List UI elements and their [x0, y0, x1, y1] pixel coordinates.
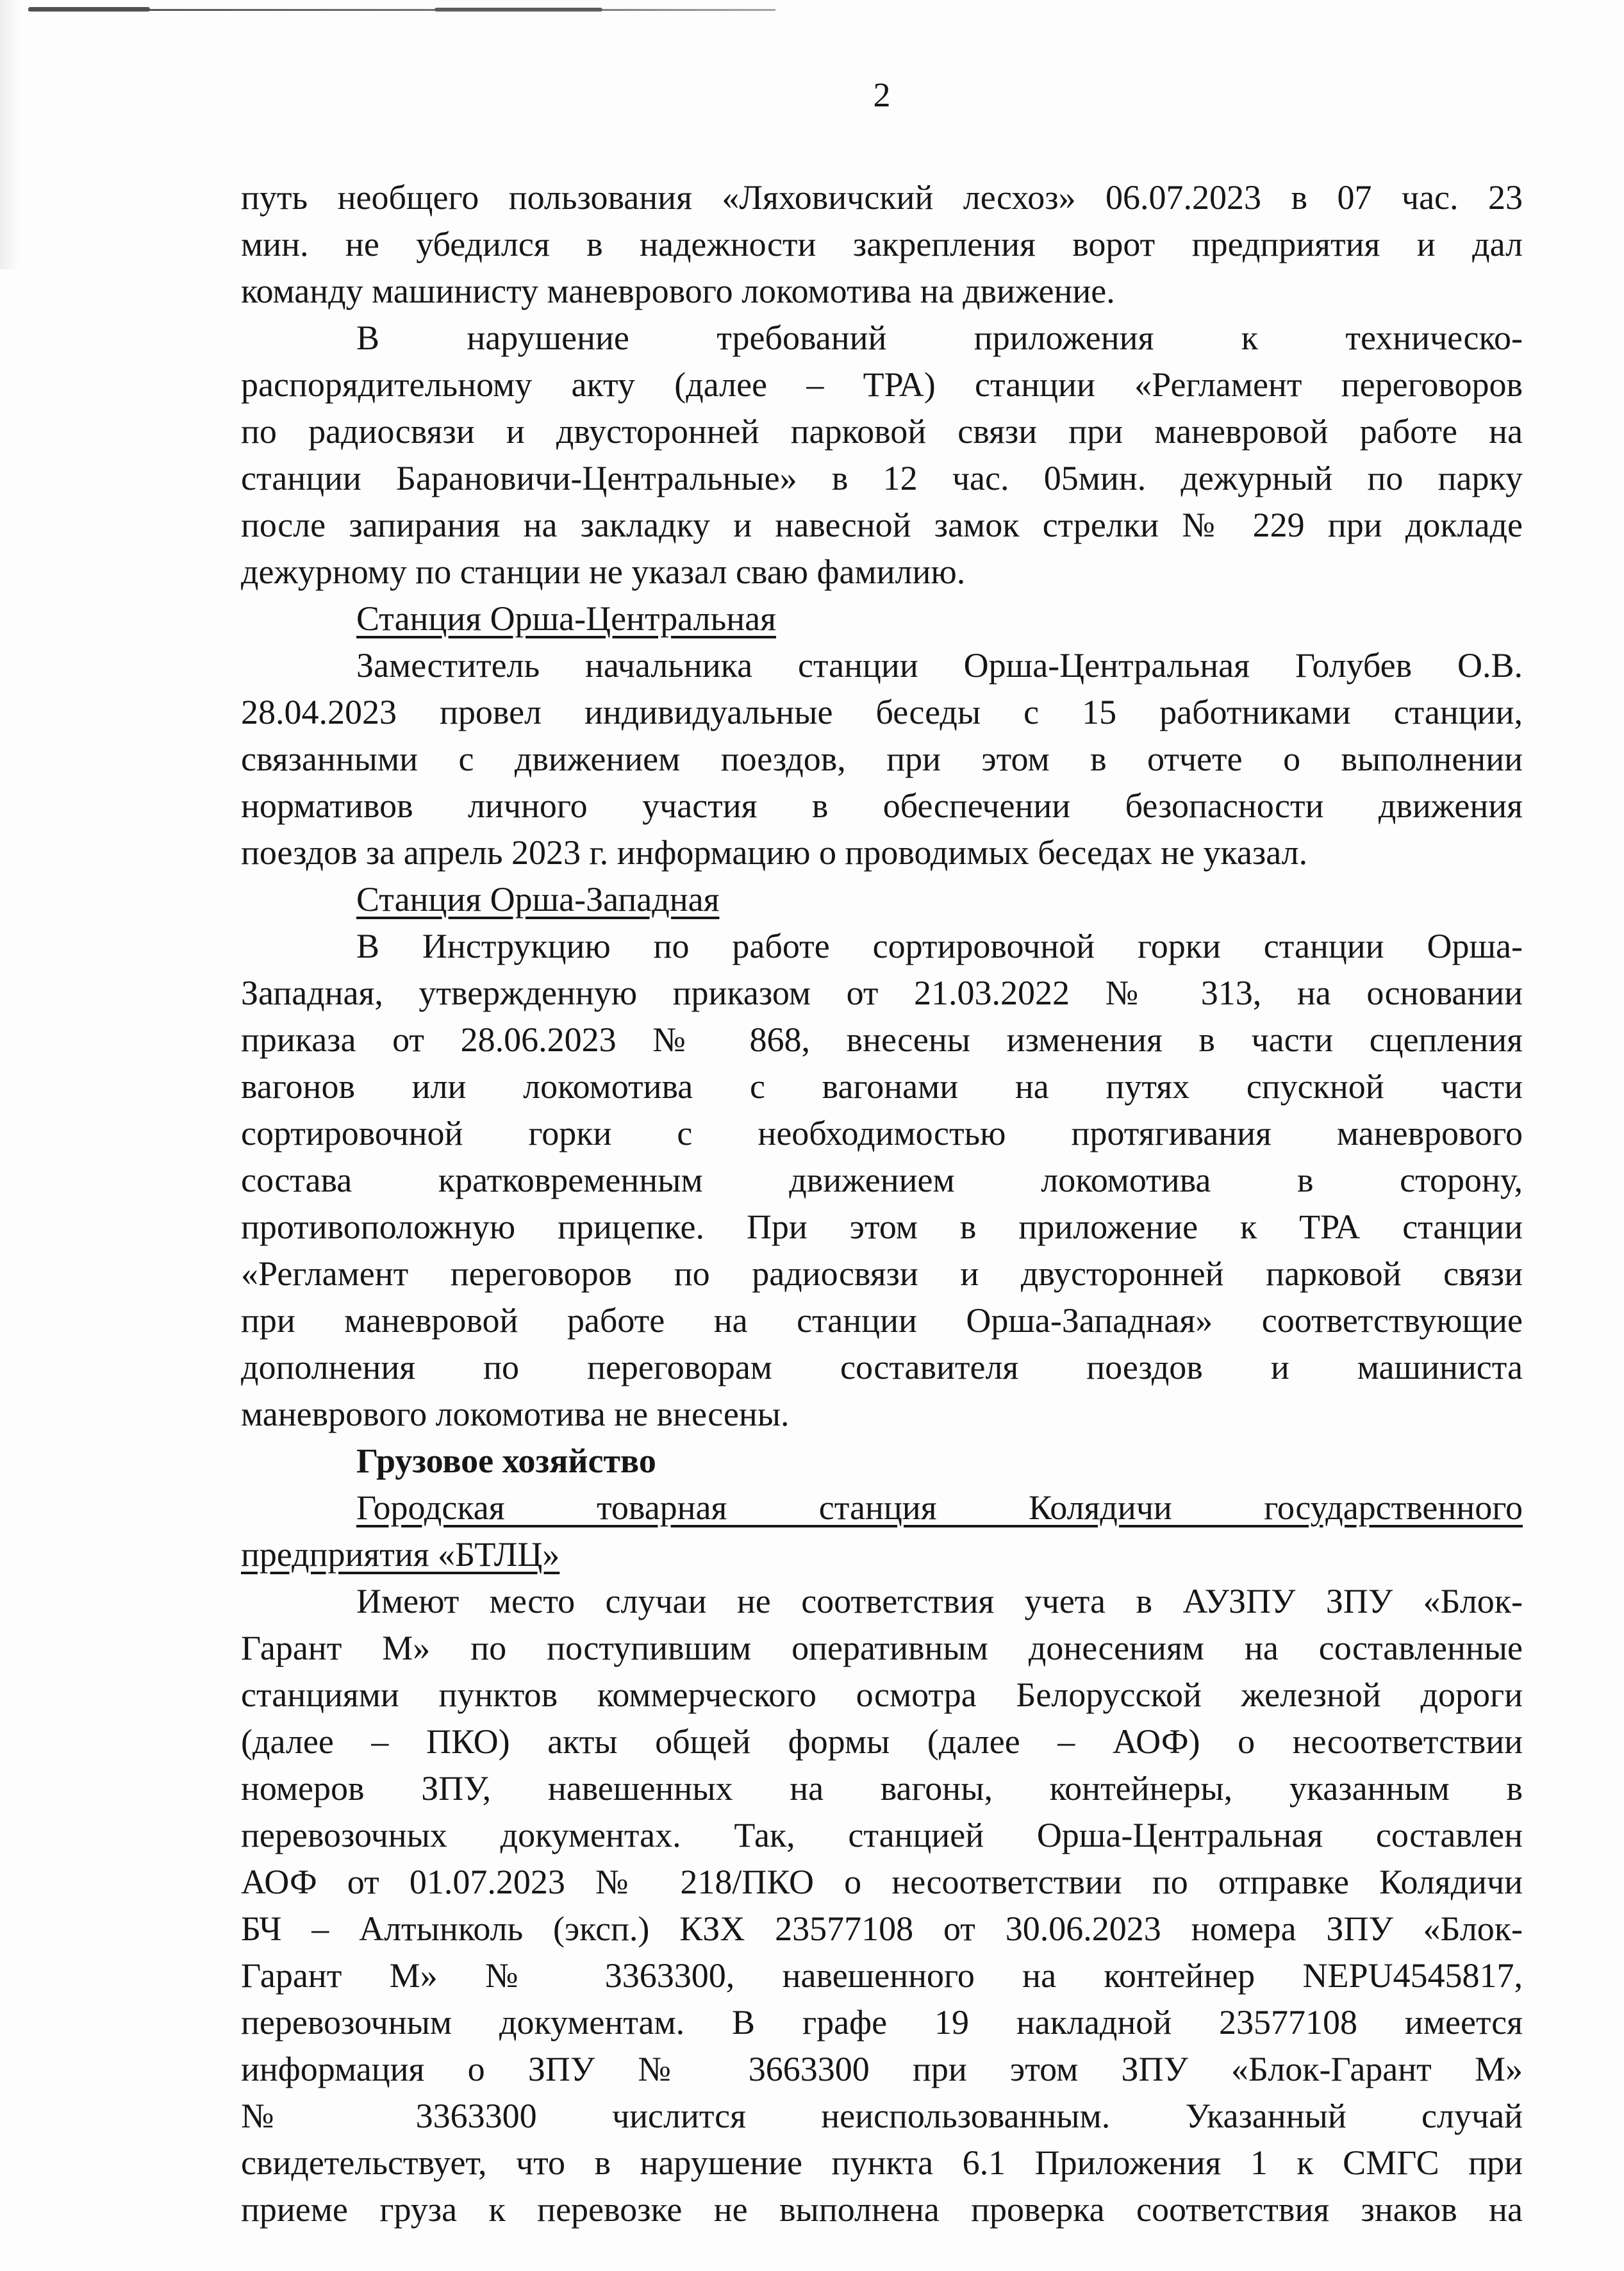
text-line: по радиосвязи и двусторонней парковой связи при маневровой работе на [241, 412, 1523, 451]
text-line: состава кратковременным движением локомотива в сторону, [241, 1161, 1523, 1199]
scan-artifact-segment [435, 8, 602, 12]
text-line: предприятия «БТЛЦ» [241, 1535, 560, 1574]
text-line: дополнения по переговорам составителя поездов и машиниста [241, 1348, 1523, 1386]
text-line: поездов за апрель 2023 г. информацию о проводимых беседах не указал. [241, 833, 1308, 872]
text-line: Гарант М» № 3363300, навешенного на контейнер NEPU4545817, [241, 1956, 1523, 1995]
paragraph [241, 642, 1523, 876]
scan-artifact-segment [28, 7, 150, 12]
text-line: перевозочных документах. Так, станцией Орша-Центральная составлен [241, 1816, 1523, 1854]
paragraph [241, 595, 1523, 642]
text-line: В Инструкцию по работе сортировочной горки станции Орша- [356, 927, 1523, 965]
paragraph [241, 174, 1523, 315]
text-line: БЧ – Алтынколь (эксп.) КЗХ 23577108 от 30.06.2023 номера ЗПУ «Блок- [241, 1909, 1523, 1948]
text-line: вагонов или локомотива с вагонами на путях спускной части [241, 1067, 1523, 1106]
paragraph [241, 876, 1523, 923]
text-line: номеров ЗПУ, навешенных на вагоны, контейнеры, указанным в [241, 1769, 1523, 1808]
text-line: № 3363300 числится неиспользованным. Указанный случай [241, 2097, 1523, 2135]
paragraph [241, 1578, 1523, 2233]
text-line: Заместитель начальника станции Орша-Центральная Голубев О.В. [356, 646, 1523, 685]
text-line: Гарант М» по поступившим оперативным донесениям на составленные [241, 1629, 1523, 1667]
text-line: (далее – ПКО) акты общей формы (далее – АОФ) о несоответствии [241, 1722, 1523, 1761]
text-line: после запирания на закладку и навесной замок стрелки № 229 при докладе [241, 506, 1523, 544]
text-line: станции Барановичи-Центральные» в 12 час. 05мин. дежурный по парку [241, 459, 1523, 497]
text-line: информация о ЗПУ № 3663300 при этом ЗПУ «Блок-Гарант М» [241, 2050, 1523, 2088]
text-line: Грузовое хозяйство [356, 1442, 656, 1480]
text-line: распорядительному акту (далее – ТРА) станции «Регламент переговоров [241, 365, 1523, 404]
text-line: связанными с движением поездов, при этом в отчете о выполнении [241, 740, 1523, 778]
text-line: станциями пунктов коммерческого осмотра Белорусской железной дороги [241, 1676, 1523, 1714]
text-line: АОФ от 01.07.2023 № 218/ПКО о несоответствии по отправке Колядичи [241, 1863, 1523, 1901]
text-line: Западная, утвержденную приказом от 21.03.2022 № 313, на основании [241, 974, 1523, 1012]
text-block [241, 174, 1523, 2233]
page-number: 2 [873, 76, 891, 114]
text-line: приказа от 28.06.2023 № 868, внесены изменения в части сцепления [241, 1020, 1523, 1059]
text-line: маневрового локомотива не внесены. [241, 1395, 790, 1433]
text-line: Станция Орша-Западная [356, 880, 720, 919]
text-line: команду машинисту маневрового локомотива на движение. [241, 272, 1115, 310]
text-line: Имеют место случаи не соответствия учета в АУЗПУ ЗПУ «Блок- [356, 1582, 1523, 1620]
text-line: дежурному по станции не указал сваю фамилию. [241, 553, 966, 591]
text-line: мин. не убедился в надежности закрепления ворот предприятия и дал [241, 225, 1523, 263]
paragraph [241, 1438, 1523, 1485]
text-line: Городская товарная станция Колядичи государственного [356, 1488, 1523, 1527]
text-line: при маневровой работе на станции Орша-Западная» соответствующие [241, 1301, 1523, 1340]
paragraph [241, 1485, 1523, 1578]
text-line: путь необщего пользования «Ляховичский лесхоз» 06.07.2023 в 07 час. 23 [241, 178, 1523, 217]
text-line: перевозочным документам. В графе 19 накладной 23577108 имеется [241, 2003, 1523, 2042]
text-line: «Регламент переговоров по радиосвязи и двусторонней парковой связи [241, 1254, 1523, 1293]
text-line: сортировочной горки с необходимостью протягивания маневрового [241, 1114, 1523, 1152]
text-line: приеме груза к перевозке не выполнена проверка соответствия знаков на [241, 2190, 1523, 2229]
text-line: противоположную прицепке. При этом в приложение к ТРА станции [241, 1208, 1523, 1246]
text-line: нормативов личного участия в обеспечении безопасности движения [241, 786, 1523, 825]
text-line: В нарушение требований приложения к техническо- [356, 319, 1523, 357]
paragraph [241, 923, 1523, 1438]
text-line: Станция Орша-Центральная [356, 599, 776, 638]
text-line: 28.04.2023 провел индивидуальные беседы с 15 работниками станции, [241, 693, 1523, 731]
text-line: свидетельствует, что в нарушение пункта 6.1 Приложения 1 к СМГС при [241, 2143, 1523, 2182]
paragraph [241, 315, 1523, 595]
scan-edge-shade [0, 0, 19, 269]
